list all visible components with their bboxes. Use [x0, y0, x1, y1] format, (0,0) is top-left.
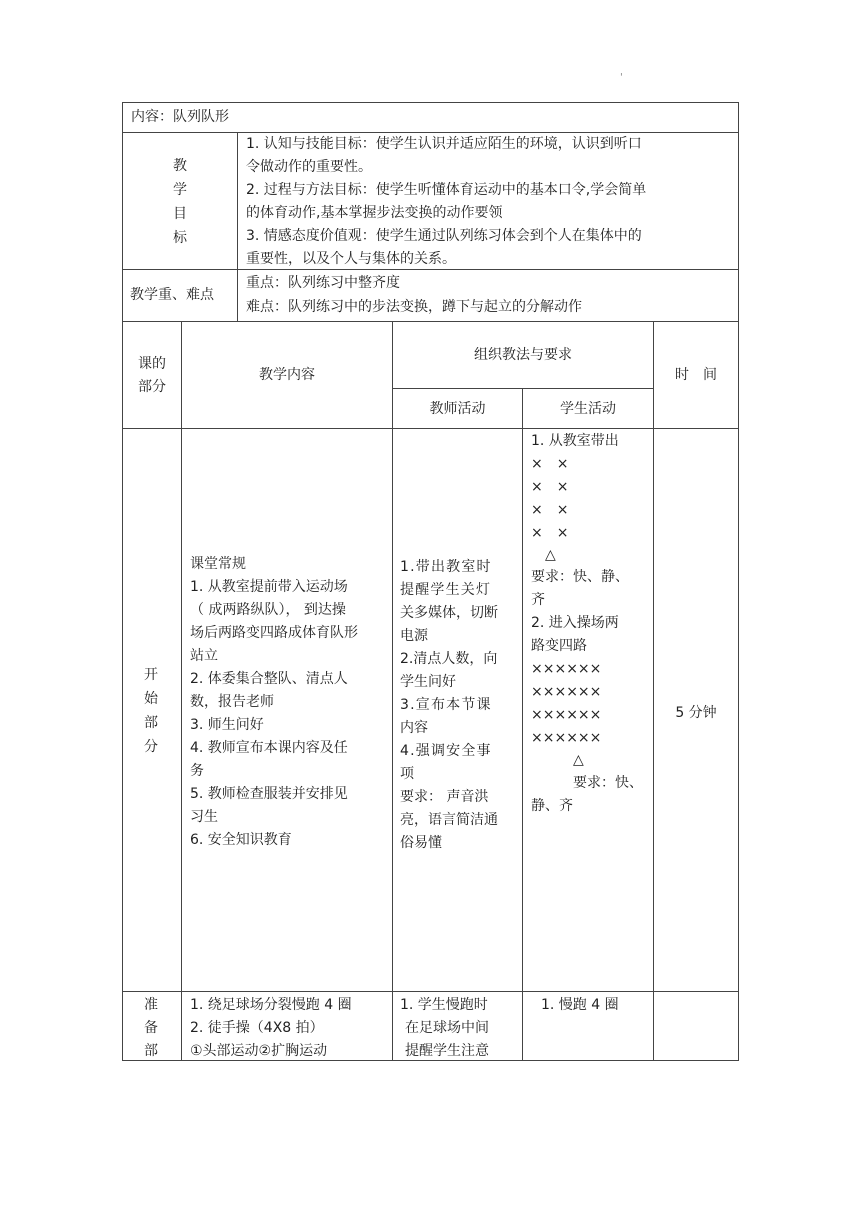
start-teacher-line: 关多媒体，切断	[400, 605, 498, 621]
header-student-label: 学生活动	[560, 401, 616, 417]
header-teacher-label: 教师活动	[429, 401, 486, 417]
header-content-label: 教学内容	[259, 367, 315, 383]
start-student-line: △	[531, 752, 584, 768]
start-student-line: × ×	[531, 456, 569, 472]
start-content-line: 4. 教师宣布本课内容及任	[190, 740, 348, 756]
prep-teacher-line: 1. 学生慢跑时	[400, 997, 488, 1013]
start-teacher-line: 3.宣布本节课	[400, 697, 492, 713]
start-teacher-line: 2.清点人数，向	[400, 651, 498, 667]
start-student-line: ××××××	[531, 707, 602, 723]
start-content-line: 2. 体委集合整队、清点人	[190, 671, 348, 687]
prep-part-char: 备	[144, 1020, 158, 1036]
start-student-line: 2. 进入操场两	[531, 615, 619, 631]
start-content-line: 1. 从教室提前带入运动场	[190, 579, 348, 595]
header-part-line: 部分	[138, 379, 166, 395]
start-teacher-line: 学生问好	[400, 674, 456, 690]
objectives-label-char: 标	[173, 230, 187, 246]
keypoint-line: 难点：队列练习中的步法变换，蹲下与起立的分解动作	[246, 299, 582, 315]
start-student-line: 要求：快、	[531, 775, 643, 791]
prep-student-line: 1. 慢跑 4 圈	[541, 997, 619, 1013]
header-method-label: 组织教法与要求	[474, 347, 572, 363]
start-content-line: 5. 教师检查服装并安排见	[190, 786, 348, 802]
prep-content-line: 2. 徒手操（4X8 拍）	[190, 1020, 324, 1036]
start-time-value: 5 分钟	[675, 705, 717, 721]
start-student-line: ××××××	[531, 661, 602, 677]
start-teacher-line: 1.带出教室时	[400, 559, 492, 575]
start-content-line: 数，报告老师	[190, 694, 274, 710]
start-part-char: 开	[144, 667, 158, 683]
content-topic-label: 内容：队列队形	[131, 109, 229, 125]
start-teacher-line: 提醒学生关灯	[400, 582, 492, 598]
start-student-line: × ×	[531, 479, 569, 495]
start-student-line: 1. 从教室带出	[531, 433, 619, 449]
start-content-line: 习生	[190, 809, 218, 825]
header-time-label: 时 间	[675, 367, 717, 383]
start-teacher-line: 内容	[400, 720, 428, 736]
start-content-line: 务	[190, 763, 204, 779]
objective-line: 令做动作的重要性。	[246, 159, 372, 175]
start-part-char: 部	[144, 715, 158, 731]
start-student-line: 路变四路	[531, 638, 587, 654]
prep-teacher-line: 在足球场中间	[405, 1020, 489, 1036]
prep-content-line: ①头部运动②扩胸运动	[190, 1043, 328, 1059]
prep-part-char: 准	[144, 997, 158, 1013]
keypoint-line: 重点：队列练习中整齐度	[246, 275, 400, 291]
objective-line: 2. 过程与方法目标：使学生听懂体育运动中的基本口令,学会简单	[246, 182, 647, 198]
start-student-line: 静、齐	[531, 798, 573, 814]
start-teacher-line: 亮，语言简洁通	[400, 812, 498, 828]
start-student-line: 要求：快、静、	[531, 569, 629, 585]
start-content-line: 3. 师生问好	[190, 717, 264, 733]
start-teacher-line: 4.强调安全事	[400, 743, 492, 759]
start-student-line: △	[531, 547, 556, 563]
start-content-line: 6. 安全知识教育	[190, 832, 292, 848]
start-part-char: 分	[144, 739, 158, 755]
objectives-label-char: 学	[173, 182, 187, 198]
header-mark: '	[620, 72, 623, 83]
keypoints-label: 教学重、难点	[130, 287, 214, 303]
start-content-line: 站立	[190, 648, 218, 664]
start-part-char: 始	[144, 691, 158, 707]
prep-content-line: 1. 绕足球场分裂慢跑 4 圈	[190, 997, 352, 1013]
start-student-line: × ×	[531, 502, 569, 518]
start-student-line: ××××××	[531, 684, 602, 700]
start-teacher-line: 要求： 声音洪	[400, 789, 489, 805]
start-student-line: ××××××	[531, 730, 602, 746]
objective-line: 重要性，以及个人与集体的关系。	[246, 251, 456, 267]
start-teacher-line: 电源	[400, 628, 428, 644]
start-content-line: （ 成两路纵队）， 到达操	[190, 602, 346, 618]
objective-line: 的体育动作,基本掌握步法变换的动作要领	[246, 205, 503, 221]
start-teacher-line: 俗易懂	[400, 835, 442, 851]
start-teacher-line: 项	[400, 766, 414, 782]
start-student-line: × ×	[531, 525, 569, 541]
objectives-label-char: 目	[173, 206, 187, 222]
start-content-line: 课堂常规	[190, 556, 246, 572]
objective-line: 3. 情感态度价值观：使学生通过队列练习体会到个人在集体中的	[246, 228, 642, 244]
objectives-label-char: 教	[173, 158, 187, 174]
start-content-line: 场后两路变四路成体育队形	[190, 625, 358, 641]
prep-teacher-line: 提醒学生注意	[405, 1043, 489, 1059]
start-student-line: 齐	[531, 592, 545, 608]
header-part-line: 课的	[138, 356, 166, 372]
cell-prep-time	[653, 991, 739, 1061]
objective-line: 1. 认知与技能目标：使学生认识并适应陌生的环境，认识到听口	[246, 136, 642, 152]
prep-part-char: 部	[144, 1043, 158, 1059]
